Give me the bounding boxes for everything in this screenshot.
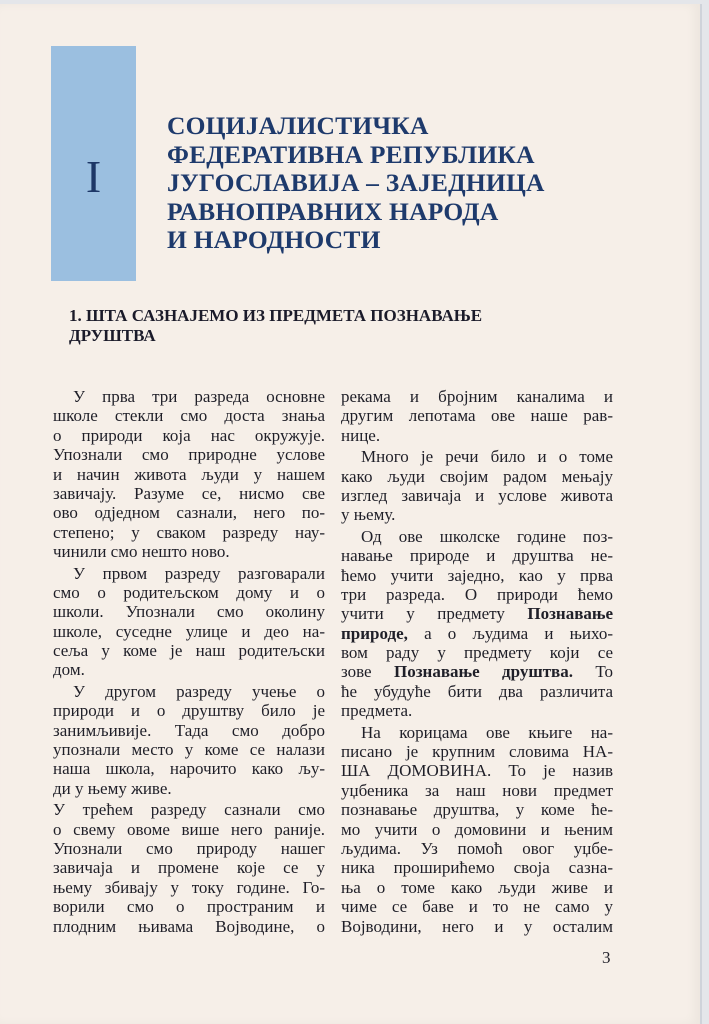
chapter-title-line: СОЦИЈАЛИСТИЧКА [167, 111, 429, 140]
text-line: наша школа, нарочито како љу- [53, 759, 325, 779]
subject-name-bold: Познавање друштва. [394, 662, 573, 682]
text-line [341, 624, 613, 643]
text-line: У другом разреду учење о [73, 681, 325, 701]
chapter-title-line: ЈУГОСЛАВИЈА – ЗАЈЕДНИЦА [167, 168, 545, 197]
text-line: другим лепотама ове наше рав- [341, 406, 613, 426]
text-line: дом. [53, 660, 85, 680]
text-line: Од ове школске године поз- [361, 526, 613, 546]
text-line: нице. [341, 425, 381, 445]
text-line: Много је речи било и о томе [361, 447, 613, 467]
text-run: учити у предмету [341, 604, 528, 624]
text-line: у њему. [341, 505, 396, 525]
text-run: зове [341, 662, 394, 682]
text-run: а о људима и њихо- [407, 623, 613, 643]
text-line: ника проширићемо своја сазна- [341, 858, 613, 878]
text-line: На корицама ове књиге на- [361, 722, 613, 742]
text-line: завичаја и промене које се у [53, 858, 325, 878]
text-line: Упознали смо природу нашег [53, 838, 325, 858]
text-line: плодним њивама Војводине, о [53, 916, 325, 936]
text-line: школи. Упознали смо околину [53, 602, 325, 622]
chapter-title-line: И НАРОДНОСТИ [167, 225, 381, 254]
text-line: чиме се баве и то не само у [341, 897, 613, 917]
text-line: писано је крупним словима НА- [341, 742, 613, 762]
text-line: степено; у сваком разреду нау- [53, 522, 325, 542]
section-heading-line: 1. ШТА САЗНАЈЕМО ИЗ ПРЕДМЕТА ПОЗНАВАЊЕ [69, 306, 483, 325]
text-line: завичају. Разуме се, нисмо све [53, 483, 325, 503]
chapter-title-line: РАВНОПРАВНИХ НАРОДА [167, 196, 499, 226]
text-line [341, 604, 613, 623]
text-line: смо о родитељском дому и о [53, 582, 325, 602]
text-line: ња о томе како људи живе и [341, 877, 613, 897]
text-line: и начин живота људи у нашем [53, 464, 325, 484]
text-line: школе, суседне улице и део на- [53, 621, 325, 641]
section-heading [69, 306, 629, 346]
text-line: три разреда. О природи ћемо [341, 584, 613, 604]
text-line: Војводини, него и у осталим [341, 916, 613, 936]
text-line: природи и о друштву било је [53, 701, 325, 721]
text-line: навање природе и друштва не- [341, 546, 613, 566]
text-line: У трећем разреду сазнали смо [53, 800, 325, 820]
chapter-title-line: ФЕДЕРАТИВНА РЕПУБЛИКА [167, 139, 535, 169]
subject-name-bold: природе, [341, 623, 408, 643]
text-line: ово одједном сазнали, него по- [53, 503, 325, 523]
right-text-column [341, 387, 613, 936]
book-page [0, 4, 702, 1024]
text-line: људима. Уз помоћ овог уџбе- [341, 838, 613, 858]
text-line: о свему овоме више него раније. [53, 819, 325, 839]
text-line: предмета. [341, 701, 413, 721]
text-line: занимљивије. Тада смо добро [53, 720, 325, 740]
left-text-column [53, 387, 325, 936]
text-line: ћемо учити заједно, као у прва [341, 565, 613, 585]
text-line: њему збивају у току године. Го- [53, 877, 325, 897]
text-line [341, 662, 613, 681]
text-line: упознали место у коме се налази [53, 740, 325, 760]
text-line: ША ДОМОВИНА. То је назив [341, 761, 613, 781]
chapter-number-block [51, 46, 136, 281]
page-number: 3 [602, 948, 611, 967]
text-line: мо учити о домовини и њеним [341, 819, 613, 839]
text-line: У прва три разреда основне [73, 387, 325, 406]
text-line: школе стекли смо доста знања [53, 406, 325, 426]
text-line: ће убудуће бити два различита [341, 681, 613, 701]
text-line: ди у њему живе. [53, 778, 172, 798]
section-heading-line: ДРУШТВА [69, 326, 156, 345]
text-line: сеља у коме је наш родитељски [53, 641, 325, 661]
text-line: познавање друштва, у коме ће- [341, 800, 613, 820]
text-line: Упознали смо природне услове [53, 445, 325, 465]
text-run: То [573, 662, 613, 682]
text-line: вом раду у предмету који се [341, 643, 613, 663]
text-line: У првом разреду разговарали [73, 563, 325, 583]
text-line: чинили смо нешто ново. [53, 542, 230, 562]
chapter-numeral: I [85, 151, 102, 202]
chapter-title [167, 112, 607, 255]
text-line: рекама и бројним каналима и [341, 387, 613, 406]
text-line: ворили смо о пространим и [53, 897, 325, 917]
subject-name-bold: Познавање [527, 604, 613, 624]
text-line: о природи која нас окружује. [53, 425, 325, 445]
text-line: изглед завичаја и услове живота [341, 485, 613, 505]
text-line: како људи својим радом мењају [341, 466, 613, 486]
text-line: уџбеника за наш нови предмет [341, 780, 613, 800]
